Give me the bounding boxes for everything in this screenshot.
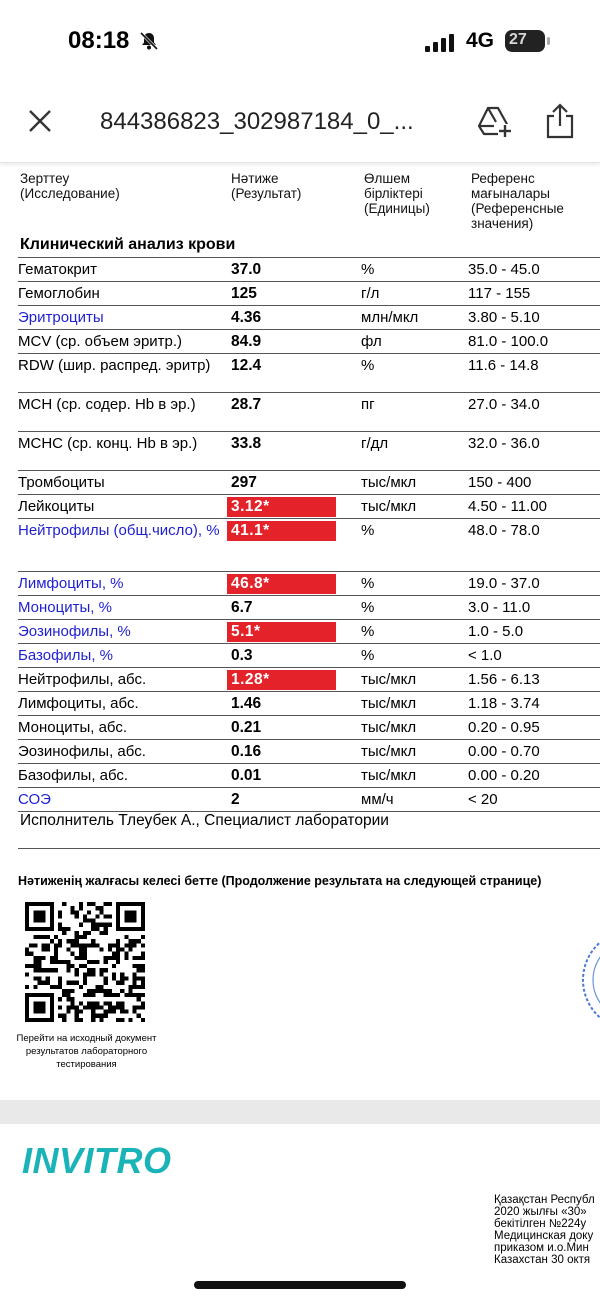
reference-range: 81.0 - 100.0 [468, 333, 549, 350]
table-row [0, 258, 600, 282]
test-name: Эозинофилы, абс. [18, 743, 146, 760]
result-value: 2 [231, 791, 240, 808]
result-value-flagged: 5.1* [227, 622, 336, 642]
test-name: Лимфоциты, абс. [18, 695, 139, 712]
test-name: Эозинофилы, % [18, 623, 131, 640]
table-row [0, 644, 600, 668]
test-name: Эритроциты [18, 309, 104, 326]
footer-line: приказом и.о.Мин [494, 1242, 589, 1254]
table-row [0, 519, 600, 572]
reference-range: 117 - 155 [468, 285, 531, 302]
test-name: Базофилы, абс. [18, 767, 129, 784]
result-value-flagged: 46.8* [227, 574, 336, 594]
result-value: 0.16 [231, 743, 262, 760]
reference-range: 0.00 - 0.20 [468, 767, 540, 784]
header-test: Зерттеу (Исследование) [20, 171, 120, 201]
result-unit: тыс/мкл [361, 474, 417, 491]
document-title: 844386823_302987184_0_... [100, 108, 414, 135]
viewer-toolbar [0, 80, 600, 163]
reference-range: < 20 [468, 791, 498, 808]
result-unit: пг [361, 396, 375, 413]
network-type: 4G [466, 29, 495, 52]
footer-regulation-text [494, 1194, 600, 1266]
test-name: Нейтрофилы (общ.число), % [18, 522, 220, 539]
section-title: Клинический анализ крови [20, 236, 236, 253]
result-value: 1.46 [231, 695, 262, 712]
table-row [0, 306, 600, 330]
header-reference: Референс мағыналары (Референсные значения) [471, 171, 564, 231]
result-unit: % [361, 357, 375, 374]
test-name: СОЭ [18, 791, 51, 808]
table-row [0, 572, 600, 596]
stamp-seal [578, 925, 600, 1035]
reference-range: 0.20 - 0.95 [468, 719, 540, 736]
result-value: 28.7 [231, 396, 262, 413]
result-value-flagged: 1.28* [227, 670, 336, 690]
reference-range: 3.0 - 11.0 [468, 599, 531, 616]
footer-line: Казахстан 30 октя [494, 1254, 591, 1266]
table-row [0, 330, 600, 354]
result-unit: г/дл [361, 435, 389, 452]
result-value: 84.9 [231, 333, 262, 350]
close-icon[interactable] [24, 105, 56, 137]
reference-range: 4.50 - 11.00 [468, 498, 547, 515]
footer-line: бекітілген №224у [494, 1218, 587, 1230]
reference-range: 19.0 - 37.0 [468, 575, 540, 592]
table-row [0, 788, 600, 812]
reference-range: 11.6 - 14.8 [468, 357, 539, 374]
invitro-logo: INVITRO [22, 1140, 172, 1181]
table-row [0, 620, 600, 644]
table-row [0, 692, 600, 716]
test-name: MCHC (ср. конц. Hb в эр.) [18, 435, 198, 452]
executor-line: Исполнитель Тлеубек А., Специалист лаборатории [20, 812, 389, 829]
result-unit: % [361, 261, 375, 278]
status-time: 08:18 [68, 27, 130, 54]
result-value: 6.7 [231, 599, 253, 616]
test-name: Моноциты, абс. [18, 719, 128, 736]
table-row [0, 668, 600, 692]
footer-line: Қазақстан Республ [494, 1194, 595, 1206]
reference-range: 35.0 - 45.0 [468, 261, 540, 278]
test-name: Тромбоциты [18, 474, 105, 491]
reference-range: 27.0 - 34.0 [468, 396, 540, 413]
result-unit: г/л [361, 285, 380, 302]
result-unit: тыс/мкл [361, 743, 417, 760]
test-name: Моноциты, % [18, 599, 112, 616]
result-value: 0.21 [231, 719, 262, 736]
test-name: Базофилы, % [18, 647, 113, 664]
result-value-flagged: 41.1* [227, 521, 336, 541]
result-unit: % [361, 522, 375, 539]
test-name: MCV (ср. объем эритр.) [18, 333, 183, 350]
divider [18, 848, 600, 849]
result-unit: % [361, 575, 375, 592]
result-value: 37.0 [231, 261, 262, 278]
test-name: RDW (шир. распред. эритр) [18, 357, 211, 374]
header-result: Нәтиже (Результат) [231, 171, 302, 201]
result-value: 297 [231, 474, 257, 491]
test-name: Лейкоциты [18, 498, 95, 515]
reference-range: 3.80 - 5.10 [468, 309, 540, 326]
table-row [0, 282, 600, 306]
result-value: 0.3 [231, 647, 253, 664]
result-value: 125 [231, 285, 257, 302]
test-name: MCH (ср. содер. Hb в эр.) [18, 396, 196, 413]
result-value-flagged: 3.12* [227, 497, 336, 517]
reference-range: 150 - 400 [468, 474, 532, 491]
result-value: 0.01 [231, 767, 262, 784]
reference-range: < 1.0 [468, 647, 502, 664]
header-units: Өлшем бірліктері (Единицы) [364, 171, 430, 216]
status-bar [0, 0, 600, 80]
qr-caption: Перейти на исходный документ результатов лабораторного тестирования [16, 1033, 157, 1070]
result-unit: тыс/мкл [361, 671, 417, 688]
continuation-note: Нәтиженің жалғасы келесі бетте (Продолжение результата на следующей странице) [18, 874, 542, 888]
table-row [0, 354, 600, 393]
result-value: 12.4 [231, 357, 262, 374]
reference-range: 48.0 - 78.0 [468, 522, 540, 539]
footer-line: 2020 жылғы «30» [494, 1206, 587, 1218]
table-row [0, 495, 600, 519]
reference-range: 1.56 - 6.13 [468, 671, 540, 688]
result-unit: млн/мкл [361, 309, 419, 326]
test-name: Гематокрит [18, 261, 97, 278]
result-unit: тыс/мкл [361, 498, 417, 515]
result-unit: фл [361, 333, 382, 350]
test-name: Нейтрофилы, абс. [18, 671, 147, 688]
table-row [0, 596, 600, 620]
battery-level: 27 [509, 31, 527, 48]
result-unit: тыс/мкл [361, 767, 417, 784]
reference-range: 1.0 - 5.0 [468, 623, 524, 640]
reference-range: 32.0 - 36.0 [468, 435, 540, 452]
table-row [0, 740, 600, 764]
result-value: 33.8 [231, 435, 262, 452]
result-unit: % [361, 623, 375, 640]
result-unit: тыс/мкл [361, 719, 417, 736]
footer-line: Медицинская доку [494, 1230, 594, 1242]
table-row [0, 471, 600, 495]
result-unit: мм/ч [361, 791, 394, 808]
test-name: Гемоглобин [18, 285, 100, 302]
result-unit: % [361, 647, 375, 664]
home-indicator[interactable] [194, 1281, 406, 1289]
result-unit: тыс/мкл [361, 695, 417, 712]
table-row [0, 432, 600, 471]
table-row [0, 716, 600, 740]
cellular-signal-icon [425, 34, 457, 52]
qr-code[interactable] [25, 902, 145, 1022]
result-value: 4.36 [231, 309, 262, 326]
add-to-drive-icon[interactable] [476, 104, 512, 140]
bell-muted-icon [138, 30, 160, 52]
table-row [0, 764, 600, 788]
reference-range: 1.18 - 3.74 [468, 695, 540, 712]
share-icon[interactable] [543, 102, 577, 140]
reference-range: 0.00 - 0.70 [468, 743, 540, 760]
battery-icon [505, 30, 545, 52]
table-row [0, 393, 600, 432]
page-gap [0, 1100, 600, 1124]
test-name: Лимфоциты, % [18, 575, 124, 592]
result-unit: % [361, 599, 375, 616]
